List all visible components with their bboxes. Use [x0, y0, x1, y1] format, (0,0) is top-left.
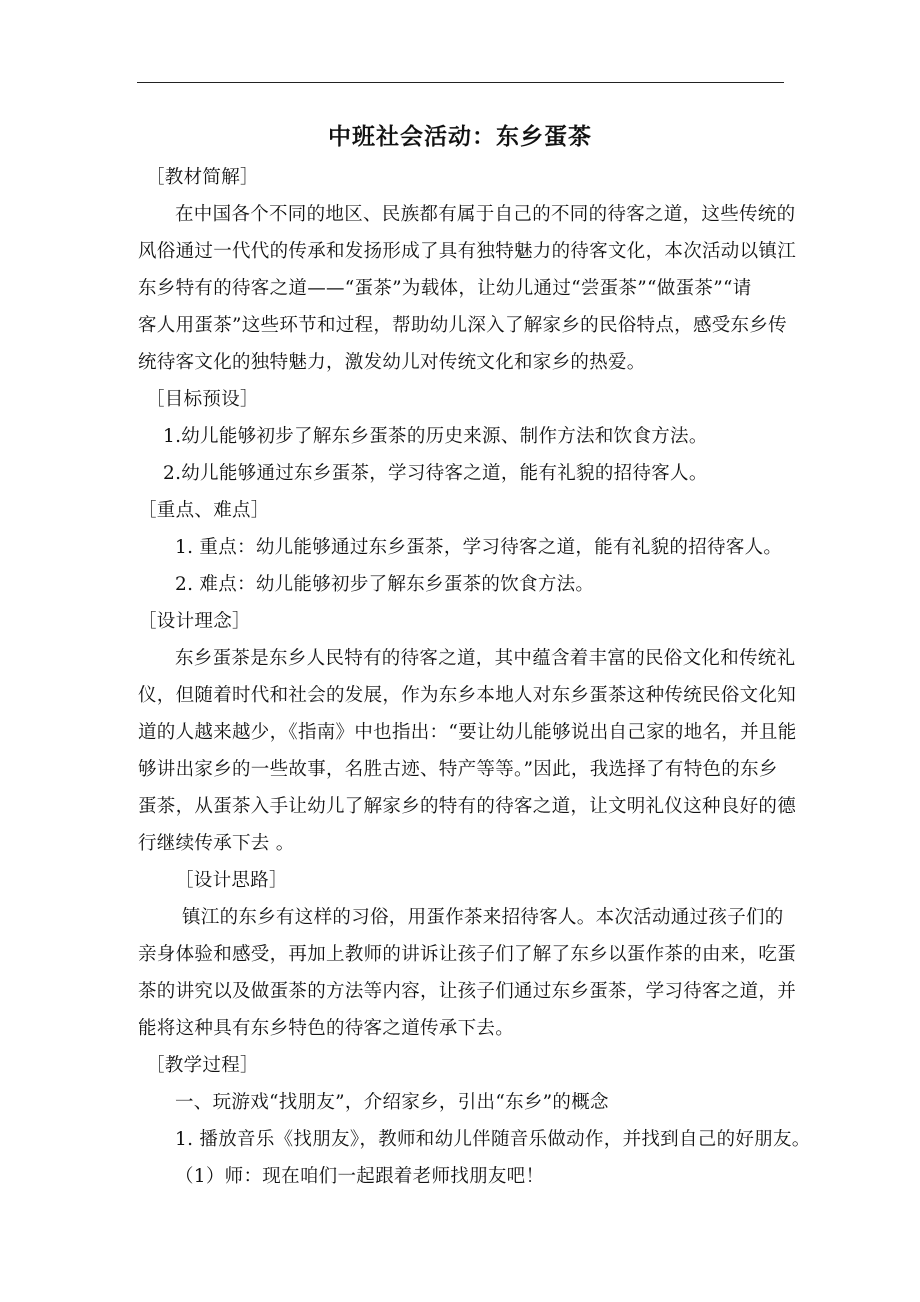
- paragraph-line: 行继续传承下去 。: [138, 833, 295, 854]
- subsection-heading: 一、玩游戏“找朋友”，介绍家乡，引出“东乡”的概念: [175, 1092, 609, 1113]
- page-title: 中班社会活动：东乡蛋茶: [328, 124, 592, 150]
- header-rule: [137, 82, 784, 83]
- paragraph-line: 统待客文化的独特魅力，激发幼儿对传统文化和家乡的热爱。: [138, 352, 646, 373]
- paragraph-line: 镇江的东乡有这样的习俗，用蛋作茶来招待客人。本次活动通过孩子们的: [182, 907, 784, 928]
- list-item: 1.幼儿能够初步了解东乡蛋茶的历史来源、制作方法和饮食方法。: [163, 426, 708, 447]
- paragraph-line: 能将这种具有东乡特色的待客之道传承下去。: [138, 1018, 515, 1039]
- paragraph-line: 亲身体验和感受，再加上教师的讲诉让孩子们了解了东乡以蛋作茶的由来，吃蛋: [138, 944, 797, 965]
- list-item: （1）师：现在咱们一起跟着老师找朋友吧！: [175, 1166, 545, 1187]
- paragraph-line: 东乡蛋茶是东乡人民特有的待客之道，其中蕴含着丰富的民俗文化和传统礼: [175, 648, 796, 669]
- paragraph-line: 东乡特有的待客之道——“蛋茶”为载体，让幼儿通过“尝蛋茶”“做蛋茶”“请: [138, 278, 752, 299]
- list-item: 2.幼儿能够通过东乡蛋茶，学习待客之道，能有礼貌的招待客人。: [163, 463, 708, 484]
- paragraph-line: 够讲出家乡的一些故事，名胜古迹、特产等等。”因此，我选择了有特色的东乡: [138, 759, 778, 780]
- paragraph-line: 蛋茶，从蛋茶入手让幼儿了解家乡的特有的待客之道，让文明礼仪这种良好的德: [138, 796, 797, 817]
- section-heading-textbook-brief: ［教材简解］: [146, 167, 259, 188]
- paragraph-line: 在中国各个不同的地区、民族都有属于自己的不同的待客之道，这些传统的: [175, 204, 796, 225]
- section-heading-design-idea: ［设计思路］: [175, 870, 288, 891]
- list-item: 1. 重点：幼儿能够通过东乡蛋茶，学习待客之道，能有礼貌的招待客人。: [175, 537, 783, 558]
- list-item: 2. 难点：幼儿能够初步了解东乡蛋茶的饮食方法。: [175, 574, 595, 595]
- section-heading-goals: ［目标预设］: [146, 389, 259, 410]
- list-item: 1. 播放音乐《找朋友》，教师和幼儿伴随音乐做动作，并找到自己的好朋友。: [175, 1129, 811, 1150]
- paragraph-line: 茶的讲究以及做蛋茶的方法等内容，让孩子们通过东乡蛋茶，学习待客之道，并: [138, 981, 797, 1002]
- section-heading-teaching-process: ［教学过程］: [146, 1055, 259, 1076]
- paragraph-line: 仪，但随着时代和社会的发展，作为东乡本地人对东乡蛋茶这种传统民俗文化知: [138, 685, 797, 706]
- paragraph-line: 客人用蛋茶”这些环节和过程，帮助幼儿深入了解家乡的民俗特点，感受东乡传: [138, 315, 787, 336]
- section-heading-design-concept: ［设计理念］: [138, 611, 251, 632]
- paragraph-line: 道的人越来越少，《指南》中也指出：“要让幼儿能够说出自己家的地名，并且能: [138, 722, 797, 743]
- section-heading-key-points: ［重点、难点］: [138, 500, 270, 521]
- paragraph-line: 风俗通过一代代的传承和发扬形成了具有独特魅力的待客文化，本次活动以镇江: [138, 241, 797, 262]
